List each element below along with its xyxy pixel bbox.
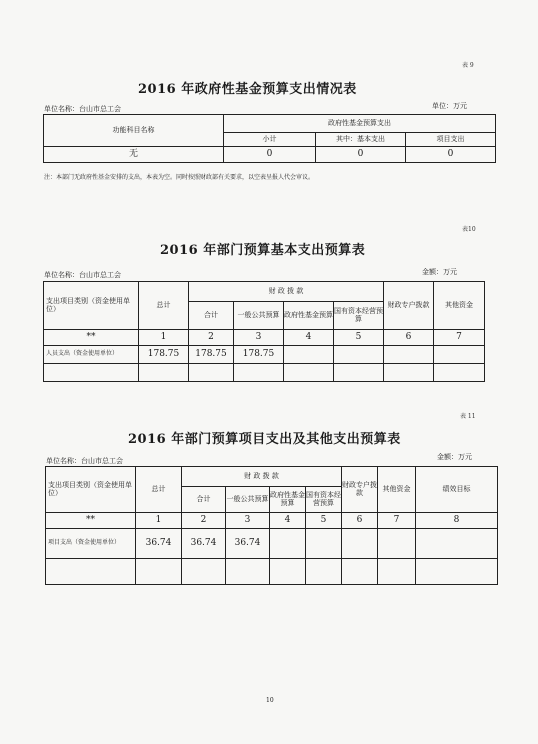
table9-unit: 单位：万元: [432, 102, 467, 110]
table11-index-cell: 4: [270, 513, 306, 529]
table9-header-subtotal: 小计: [224, 133, 316, 147]
table10-index-cell: 1: [139, 330, 189, 346]
table11-cell: [270, 559, 306, 585]
table11-index-cell: 8: [416, 513, 498, 529]
table10-cell: [384, 364, 434, 382]
table10-header-special: 财政专户拨款: [384, 282, 434, 330]
table11-index-cell: **: [46, 513, 136, 529]
table11-cell: [378, 529, 416, 559]
table10-header-fiscal: 财 政 拨 款: [189, 282, 384, 302]
table10-index-cell: 4: [284, 330, 334, 346]
table11-index-cell: 6: [342, 513, 378, 529]
table10-header-total: 总计: [139, 282, 189, 330]
table11-index-cell: 3: [226, 513, 270, 529]
table11-cell: [378, 559, 416, 585]
table11-row-name: 项目支出（资金使用单位）: [46, 529, 136, 559]
table11-unit-name: 单位名称：台山市总工会: [46, 457, 123, 465]
table9: [43, 114, 496, 163]
table10-cell: 178.75: [139, 346, 189, 364]
table10-index-cell: 7: [434, 330, 485, 346]
table11-tag: 表 11: [460, 413, 476, 420]
table10-cell: [334, 346, 384, 364]
table10-index-cell: 2: [189, 330, 234, 346]
table9-title: 2016 年政府性基金预算支出情况表: [138, 82, 357, 97]
table11-cell: [416, 529, 498, 559]
table10-cell: [334, 364, 384, 382]
table10-cell: [434, 364, 485, 382]
table11-cell: [342, 559, 378, 585]
table11: [45, 466, 498, 585]
table11-cell: [306, 559, 342, 585]
table10-header-other: 其他资金: [434, 282, 485, 330]
table11-title: 2016 年部门预算项目支出及其他支出预算表: [128, 432, 401, 447]
table10-cell: 178.75: [189, 346, 234, 364]
table11-cell: 36.74: [182, 529, 226, 559]
table11-header-total: 总计: [136, 467, 182, 513]
table10-index-cell: **: [44, 330, 139, 346]
table11-header-sum: 合计: [182, 487, 226, 513]
table11-header-other: 其他资金: [378, 467, 416, 513]
table9-cell: 0: [316, 147, 406, 163]
table10-cell: 178.75: [234, 346, 284, 364]
table11-cell: 36.74: [226, 529, 270, 559]
table9-unit-name: 单位名称：台山市总工会: [44, 105, 121, 113]
table10-unit-name: 单位名称：台山市总工会: [44, 271, 121, 279]
table10-cell: [434, 346, 485, 364]
table9-header-project: 项目支出: [406, 133, 496, 147]
table10-cell: [139, 364, 189, 382]
table10-header-sum: 合计: [189, 302, 234, 330]
table11-cell: [416, 559, 498, 585]
table9-header-basic: 其中：基本支出: [316, 133, 406, 147]
table10-unit: 金额：万元: [422, 268, 457, 276]
table10-header-gov: 政府性基金预算: [284, 302, 334, 330]
table11-header-general: 一般公共预算: [226, 487, 270, 513]
table11-cell: [46, 559, 136, 585]
table11-header-perf: 绩效目标: [416, 467, 498, 513]
table10-header-general: 一般公共预算: [234, 302, 284, 330]
table10-header-item: 支出项目类别（资金使用单位）: [44, 282, 139, 330]
table11-cell: [306, 529, 342, 559]
table11-cell: [136, 559, 182, 585]
table11-cell: 36.74: [136, 529, 182, 559]
table9-cell: 0: [406, 147, 496, 163]
table10-index-cell: 3: [234, 330, 284, 346]
table11-header-soe: 国有资本经营预算: [306, 487, 342, 513]
table10-cell: [284, 346, 334, 364]
table9-note: 注：本部门无政府性基金安排的支出，本表为空。同时按照财政部有关要求，以空表呈报人代会审议。: [44, 174, 315, 181]
table10-cell: [44, 364, 139, 382]
table9-tag: 表 9: [462, 62, 474, 69]
table11-header-fiscal: 财 政 拨 款: [182, 467, 342, 487]
table11-cell: [226, 559, 270, 585]
table10-index-cell: 6: [384, 330, 434, 346]
table10-cell: [234, 364, 284, 382]
table10-cell: [384, 346, 434, 364]
table10-cell: [189, 364, 234, 382]
table11-index-cell: 5: [306, 513, 342, 529]
table10-cell: [284, 364, 334, 382]
table9-header-item: 功能科目名称: [44, 115, 224, 147]
table10-tag: 表10: [462, 226, 476, 233]
table11-cell: [182, 559, 226, 585]
table9-row-name: 无: [44, 147, 224, 163]
table11-index-cell: 2: [182, 513, 226, 529]
table9-cell: 0: [224, 147, 316, 163]
table10: [43, 281, 485, 382]
table11-header-item: 支出项目类别（资金使用单位）: [46, 467, 136, 513]
table11-index-cell: 7: [378, 513, 416, 529]
table10-header-soe: 国有资本经营预算: [334, 302, 384, 330]
table10-index-cell: 5: [334, 330, 384, 346]
table11-index-cell: 1: [136, 513, 182, 529]
table10-title: 2016 年部门预算基本支出预算表: [160, 243, 366, 258]
table11-cell: [270, 529, 306, 559]
table9-header-group: 政府性基金预算支出: [224, 115, 496, 133]
table11-cell: [342, 529, 378, 559]
table11-header-gov: 政府性基金预算: [270, 487, 306, 513]
page-number: 10: [266, 697, 274, 704]
table10-row-name: 人员支出（资金使用单位）: [44, 346, 139, 364]
table11-header-special: 财政专户拨款: [342, 467, 378, 513]
table11-unit: 金额：万元: [437, 453, 472, 461]
